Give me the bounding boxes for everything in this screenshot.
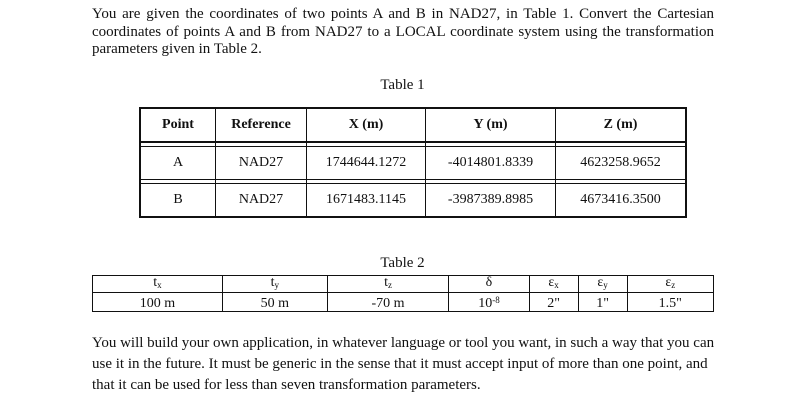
- value-row: [93, 293, 714, 312]
- cell-reference: NAD27: [216, 184, 307, 218]
- symbol-tx: $t_x$: [93, 276, 223, 293]
- symbol-row: [93, 276, 714, 293]
- cell-z: 4673416.3500: [556, 184, 687, 218]
- header-y: Y (m): [426, 108, 556, 142]
- header-x: X (m): [307, 108, 426, 142]
- parameters-table: [92, 275, 714, 312]
- table-row: [140, 184, 686, 218]
- value-ex: 2": [529, 293, 578, 312]
- cell-y: -4014801.8339: [426, 147, 556, 180]
- header-reference: Reference: [216, 108, 307, 142]
- cell-reference: NAD27: [216, 147, 307, 180]
- table-header-row: [140, 108, 686, 142]
- instructions-paragraph: You will build your own application, in whatever language or tool you want, in such a way that you can use it in the future. It must be generic in the sense that it must accept input of more than one point, and that it can be used for less than seven transformation parameters.: [92, 335, 715, 393]
- cell-point: A: [140, 147, 216, 180]
- table1-caption: Table 1: [380, 77, 425, 93]
- cell-y: -3987389.8985: [426, 184, 556, 218]
- header-z: Z (m): [556, 108, 687, 142]
- cell-point: B: [140, 184, 216, 218]
- cell-x: 1671483.1145: [307, 184, 426, 218]
- value-delta: $10^{-8}$: [449, 293, 529, 312]
- table2-caption: Table 2: [380, 255, 425, 271]
- cell-z: 4623258.9652: [556, 147, 687, 180]
- intro-paragraph: You are given the coordinates of two points A and B in NAD27, in Table 1. Convert the Cartesian coordinates of points A and B from NAD27 to a LOCAL coordinate system using the transformation parameters given in Table 2.: [92, 6, 714, 57]
- value-tx: 100 m: [93, 293, 223, 312]
- coordinates-table: [139, 107, 687, 218]
- symbol-ty: $t_y$: [222, 276, 327, 293]
- symbol-tz: $t_z$: [327, 276, 449, 293]
- value-ey: 1": [578, 293, 627, 312]
- symbol-ex: $\varepsilon_x$: [529, 276, 578, 293]
- symbol-ez: $\varepsilon_z$: [627, 276, 713, 293]
- value-ez: 1.5": [627, 293, 713, 312]
- symbol-ey: $\varepsilon_y$: [578, 276, 627, 293]
- value-ty: 50 m: [222, 293, 327, 312]
- symbol-delta: δ: [449, 276, 529, 293]
- cell-x: 1744644.1272: [307, 147, 426, 180]
- table-row: [140, 147, 686, 180]
- header-point: Point: [140, 108, 216, 142]
- value-tz: -70 m: [327, 293, 449, 312]
